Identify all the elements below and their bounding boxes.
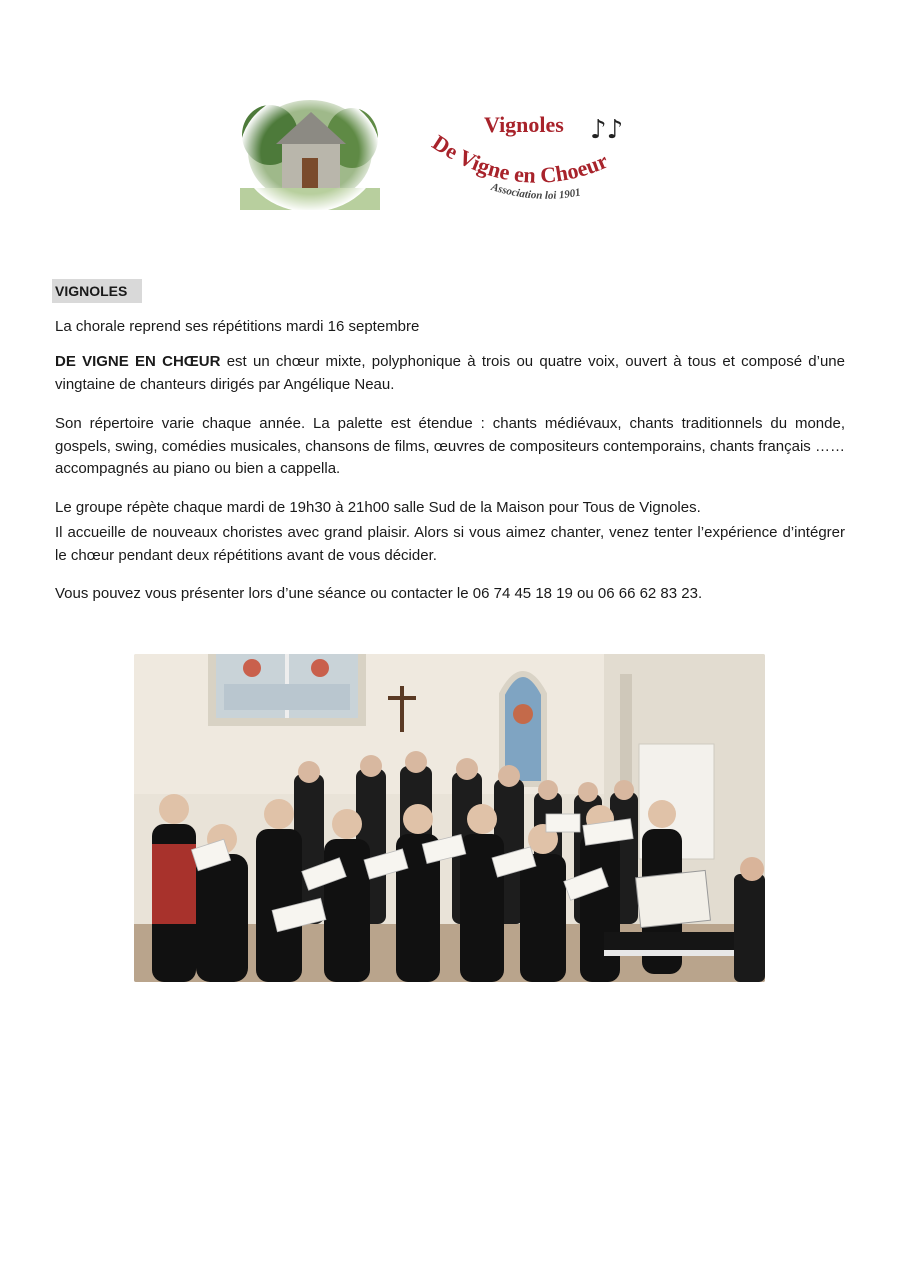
music-notes-icon: ♪♪ bbox=[590, 115, 624, 145]
paragraph-contact: Vous pouvez vous présenter lors d’une séance ou contacter le 06 74 45 18 19 ou 06 66 62 83 23. bbox=[55, 585, 703, 602]
paragraph-rehearsal-date: La chorale reprend ses répétitions mardi 16 septembre bbox=[55, 318, 420, 335]
section-tag: VIGNOLES bbox=[52, 279, 142, 303]
paragraph-schedule: Le groupe répète chaque mardi de 19h30 à 21h00 salle Sud de la Maison pour Tous de Vignoles. bbox=[55, 499, 701, 516]
logo-arc-text: De Vigne en Choeur bbox=[427, 129, 612, 188]
logo-wordmark bbox=[412, 80, 682, 220]
logo-title: Vignoles bbox=[484, 112, 564, 137]
paragraph-choir-description bbox=[55, 351, 845, 396]
choir-photo bbox=[134, 654, 765, 982]
logo-sub-text: Association loi 1901 bbox=[489, 181, 582, 202]
paragraph-invitation: Il accueille de nouveaux choristes avec grand plaisir. Alors si vous aimez chanter, venez tenter l’expérience d’intégrer le chœur pendant deux répétitions avant de vous décider. bbox=[55, 524, 845, 564]
paragraph-repertoire: Son répertoire varie chaque année. La palette est étendue : chants médiévaux, chants traditionnels du monde, gospels, swing, comédies musicales, chansons de films, œuvres de compositeurs contemporains, chants français …… accompagnés au piano ou bien a cappella. bbox=[55, 415, 845, 477]
chapel-illustration bbox=[240, 90, 380, 210]
choir-name: DE VIGNE EN CHŒUR bbox=[55, 353, 221, 370]
association-logo bbox=[222, 70, 682, 230]
svg-text:De Vigne en Choeur bbox=[428, 130, 612, 188]
choir-description-text: est un chœur mixte, polyphonique à trois ou quatre voix, ouvert à tous et composé d’une vingtaine de chanteurs dirigés par Angélique Neau. bbox=[55, 353, 845, 393]
